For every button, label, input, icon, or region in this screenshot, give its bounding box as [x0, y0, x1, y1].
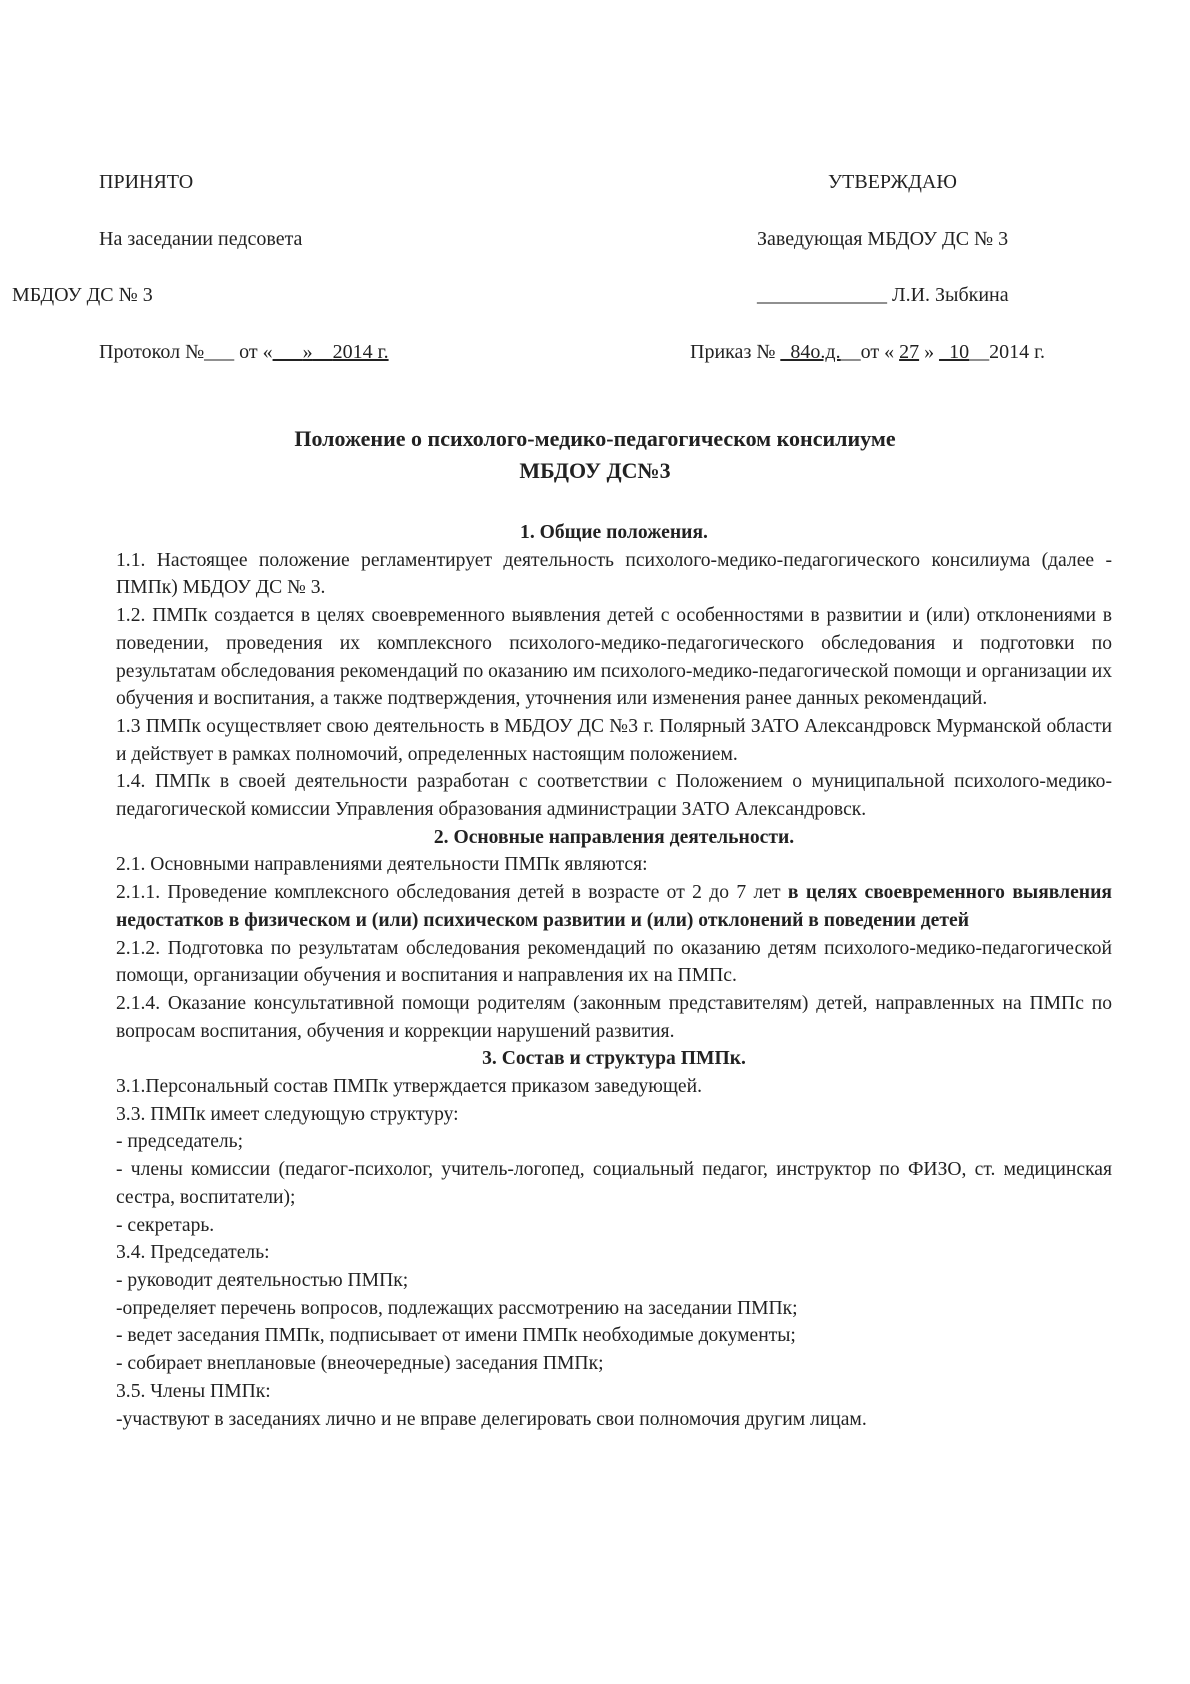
list-item: - собирает внеплановые (внеочередные) заседания ПМПк; [116, 1353, 604, 1375]
paragraph-1-4: 1.4. ПМПк в своей деятельности разработан с соответствии с Положением о муниципальной психолого-медико-педагогической комиссии Управления образования администрации ЗАТО Александровск. [116, 771, 1112, 821]
protocol-number-blank: ___ [204, 341, 235, 363]
protocol-prefix: Протокол № [99, 341, 205, 363]
list-item: - члены комиссии (педагог-психолог, учитель-логопед, социальный педагог, инструктор по ФИЗО, ст. медицинская сестра, воспитатели); [116, 1159, 1112, 1208]
paragraph-1-3: 1.3 ПМПк осуществляет свою деятельность в МБДОУ ДС №3 г. Полярный ЗАТО Александровск Мурманской области и действует в рамках полномочий, определенных настоящим положением. [116, 715, 1112, 765]
paragraph-2-1-1-text: 2.1.1. Проведение комплексного обследования детей в возрасте от 2 до 7 лет [116, 882, 788, 904]
paragraph-2-1-2: 2.1.2. Подготовка по результатам обследования рекомендаций по оказанию детям психолого-медико-педагогической помощи, организации обучения и воспитания и направления их на ПМПс. [116, 937, 1112, 987]
protocol-day-blank: ___ [272, 341, 303, 363]
approve-label: УТВЕРЖДАЮ [828, 171, 957, 193]
section-1-heading: 1. Общие положения. [520, 522, 708, 543]
protocol-year: 2014 г. [332, 341, 389, 363]
order-prefix: Приказ № [690, 341, 781, 363]
document-body [116, 519, 1112, 1433]
paragraph-1-2: 1.2. ПМПк создается в целях своевременного выявления детей с особенностями в развитии и (или) отклонениями в поведении, проведения их комплексного психолого-медико-педагогического обследования и подготовки по результатам обследования рекомендаций по оказанию им психолого-медико-педагогической помощи и организации их обучения и воспитания, а также подтверждения, уточнения или изменения ранее данных рекомендаций. [116, 605, 1112, 710]
order-day: 27 [899, 341, 920, 363]
order-year: __2014 г. [969, 341, 1046, 363]
paragraph-1-1: 1.1. Настоящее положение регламентирует деятельность психолого-медико-педагогического консилиума (далее - ПМПк) МБДОУ ДС № 3. [116, 549, 1112, 599]
document-title-line1: Положение о психолого-медико-педагогическом консилиуме [294, 426, 896, 451]
paragraph-2-1-4: 2.1.4. Оказание консультативной помощи родителям (законным представителям) детей, направленных на ПМПс по вопросам воспитания, обучения и коррекции нарушений развития. [116, 992, 1112, 1042]
list-item: - председатель; [116, 1131, 244, 1153]
paragraph-3-3: 3.3. ПМПк имеет следующую структуру: [116, 1103, 459, 1125]
protocol-line [99, 340, 389, 364]
signature-line: _____________ [757, 284, 887, 306]
signatory-name: Л.И. Зыбкина [887, 284, 1009, 306]
head-title: Заведующая МБДОУ ДС № 3 [757, 228, 1009, 250]
order-number: _84о.д. [780, 341, 841, 363]
paragraph-2-1: 2.1. Основными направлениями деятельности ПМПк являются: [116, 854, 648, 876]
list-item: - секретарь. [116, 1214, 215, 1236]
order-month: _10 [939, 341, 970, 363]
list-item: - ведет заседания ПМПк, подписывает от имени ПМПк необходимые документы; [116, 1325, 796, 1347]
list-item: - руководит деятельностью ПМПк; [116, 1269, 409, 1291]
order-line [690, 340, 1045, 364]
order-from: __от « [840, 341, 900, 363]
document-title-line2: МБДОУ ДС№3 [519, 458, 671, 483]
section-3-heading: 3. Состав и структура ПМПк. [482, 1048, 746, 1070]
order-mid: » [919, 341, 940, 363]
section-2-heading: 2. Основные направления деятельности. [433, 826, 795, 848]
paragraph-3-5: 3.5. Члены ПМПк: [116, 1380, 271, 1402]
accepted-label: ПРИНЯТО [99, 171, 194, 193]
list-item: -определяет перечень вопросов, подлежащих рассмотрению на заседании ПМПк; [116, 1297, 798, 1319]
list-item: -участвуют в заседаниях лично и не вправе делегировать свои полномочия другим лицам. [116, 1408, 867, 1430]
document-title [0, 423, 1190, 487]
paragraph-3-4: 3.4. Председатель: [116, 1242, 270, 1264]
protocol-from: от « [234, 341, 273, 363]
org-label: МБДОУ ДС № 3 [12, 284, 153, 306]
paragraph-2-1-1 [116, 879, 1112, 934]
protocol-quote-close: » [302, 341, 313, 363]
meeting-label: На заседании педсовета [99, 228, 303, 250]
paragraph-2-1-1-bold: в целях своевременного выявления недостатков в физическом и (или) психическом развитии и (или) отклонений в поведении детей [116, 882, 1112, 931]
signature-block [757, 283, 1009, 307]
paragraph-3-1: 3.1.Персональный состав ПМПк утверждается приказом заведующей. [116, 1076, 703, 1098]
protocol-month-blank: __ [312, 341, 333, 363]
